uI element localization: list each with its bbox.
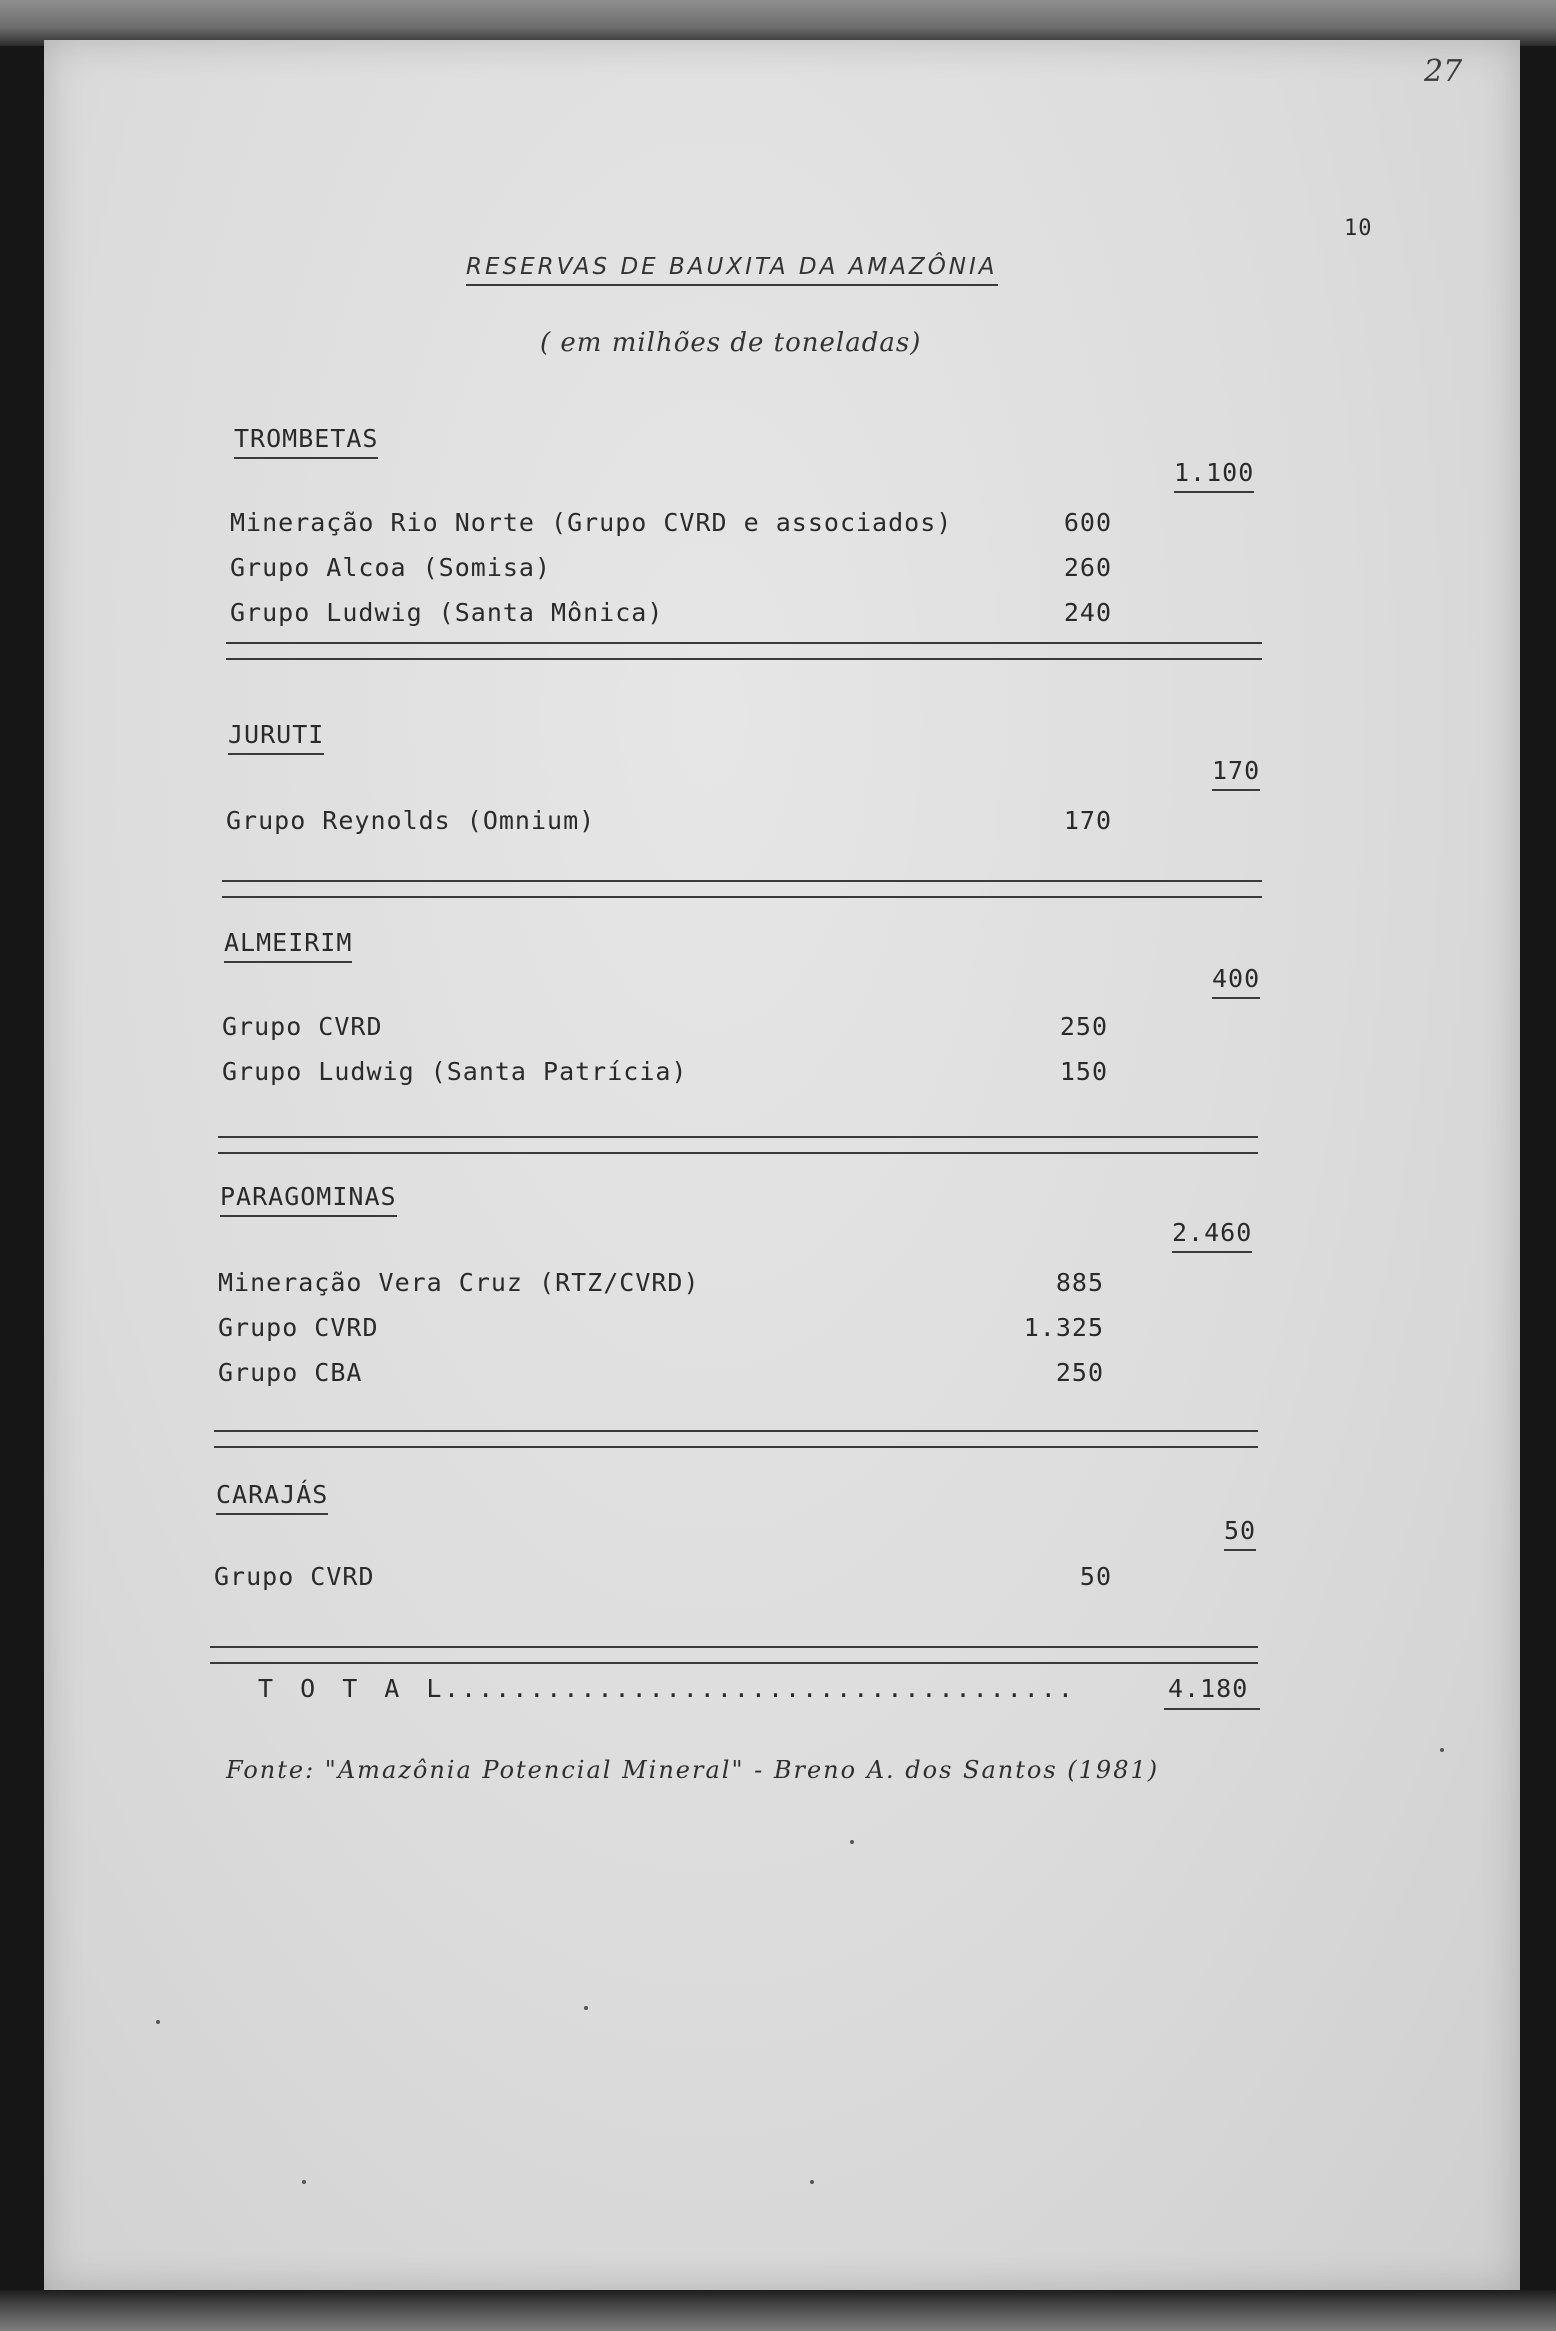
total-label: T O T A L	[258, 1674, 448, 1703]
total-underline	[1164, 1708, 1260, 1710]
section-divider	[226, 658, 1262, 660]
scan-speck	[850, 1840, 854, 1844]
document-page	[44, 40, 1520, 2290]
section-divider	[214, 1430, 1258, 1432]
document-subtitle: ( em milhões de toneladas)	[540, 328, 922, 358]
reserve-row-value: 1.325	[1023, 1313, 1104, 1342]
section-subtotal: 2.460	[1172, 1218, 1252, 1253]
reserve-row-label: Grupo CVRD	[222, 1012, 383, 1041]
section-heading: TROMBETAS	[234, 424, 378, 459]
section-heading: JURUTI	[228, 720, 324, 755]
section-subtotal: 50	[1224, 1516, 1256, 1551]
section-heading: PARAGOMINAS	[220, 1182, 397, 1217]
handwritten-page-number: 27	[1424, 54, 1463, 89]
source-citation: Fonte: "Amazônia Potencial Mineral" - Breno A. dos Santos (1981)	[226, 1756, 1160, 1784]
reserve-row-value: 885	[1055, 1268, 1104, 1297]
reserve-row-label: Grupo Ludwig (Santa Patrícia)	[222, 1057, 688, 1086]
section-divider	[218, 1136, 1258, 1138]
reserve-row-value: 260	[1063, 553, 1112, 582]
reserve-row-value: 250	[1055, 1358, 1104, 1387]
section-divider	[214, 1446, 1258, 1448]
reserve-row-label: Mineração Vera Cruz (RTZ/CVRD)	[218, 1268, 700, 1297]
page-number: 10	[1344, 216, 1373, 241]
reserve-row-value: 150	[1059, 1057, 1108, 1086]
scan-speck	[156, 2020, 160, 2024]
scan-speck	[810, 2180, 814, 2184]
scan-speck	[584, 2006, 588, 2010]
section-divider	[210, 1646, 1258, 1648]
reserve-row-label: Grupo Reynolds (Omnium)	[226, 806, 596, 835]
total-leader-dots: .....................................	[444, 1674, 1075, 1703]
reserve-row-label: Grupo CBA	[218, 1358, 363, 1387]
document-title: RESERVAS DE BAUXITA DA AMAZÔNIA	[466, 254, 998, 286]
section-divider	[218, 1152, 1258, 1154]
reserve-row-label: Grupo CVRD	[218, 1313, 379, 1342]
scan-speck	[1440, 1748, 1444, 1752]
section-divider	[226, 642, 1262, 644]
scan-speck	[302, 2180, 306, 2184]
reserve-row-value: 250	[1059, 1012, 1108, 1041]
reserve-row-label: Grupo CVRD	[214, 1562, 375, 1591]
reserve-row-label: Grupo Alcoa (Somisa)	[230, 553, 552, 582]
section-divider	[222, 880, 1262, 882]
reserve-row-label: Grupo Ludwig (Santa Mônica)	[230, 598, 664, 627]
reserve-row-value: 240	[1063, 598, 1112, 627]
section-subtotal: 170	[1212, 756, 1260, 791]
section-heading: CARAJÁS	[216, 1480, 328, 1515]
reserve-row-value: 170	[1063, 806, 1112, 835]
reserve-row-label: Mineração Rio Norte (Grupo CVRD e associados)	[230, 508, 953, 537]
reserve-row-value: 600	[1063, 508, 1112, 537]
film-frame-bottom	[0, 2290, 1556, 2331]
section-heading: ALMEIRIM	[224, 928, 352, 963]
reserve-row-value: 50	[1079, 1562, 1112, 1591]
total-value: 4.180	[1168, 1674, 1249, 1703]
section-subtotal: 400	[1212, 964, 1260, 999]
section-subtotal: 1.100	[1174, 458, 1254, 493]
section-divider	[210, 1662, 1258, 1664]
section-divider	[222, 896, 1262, 898]
